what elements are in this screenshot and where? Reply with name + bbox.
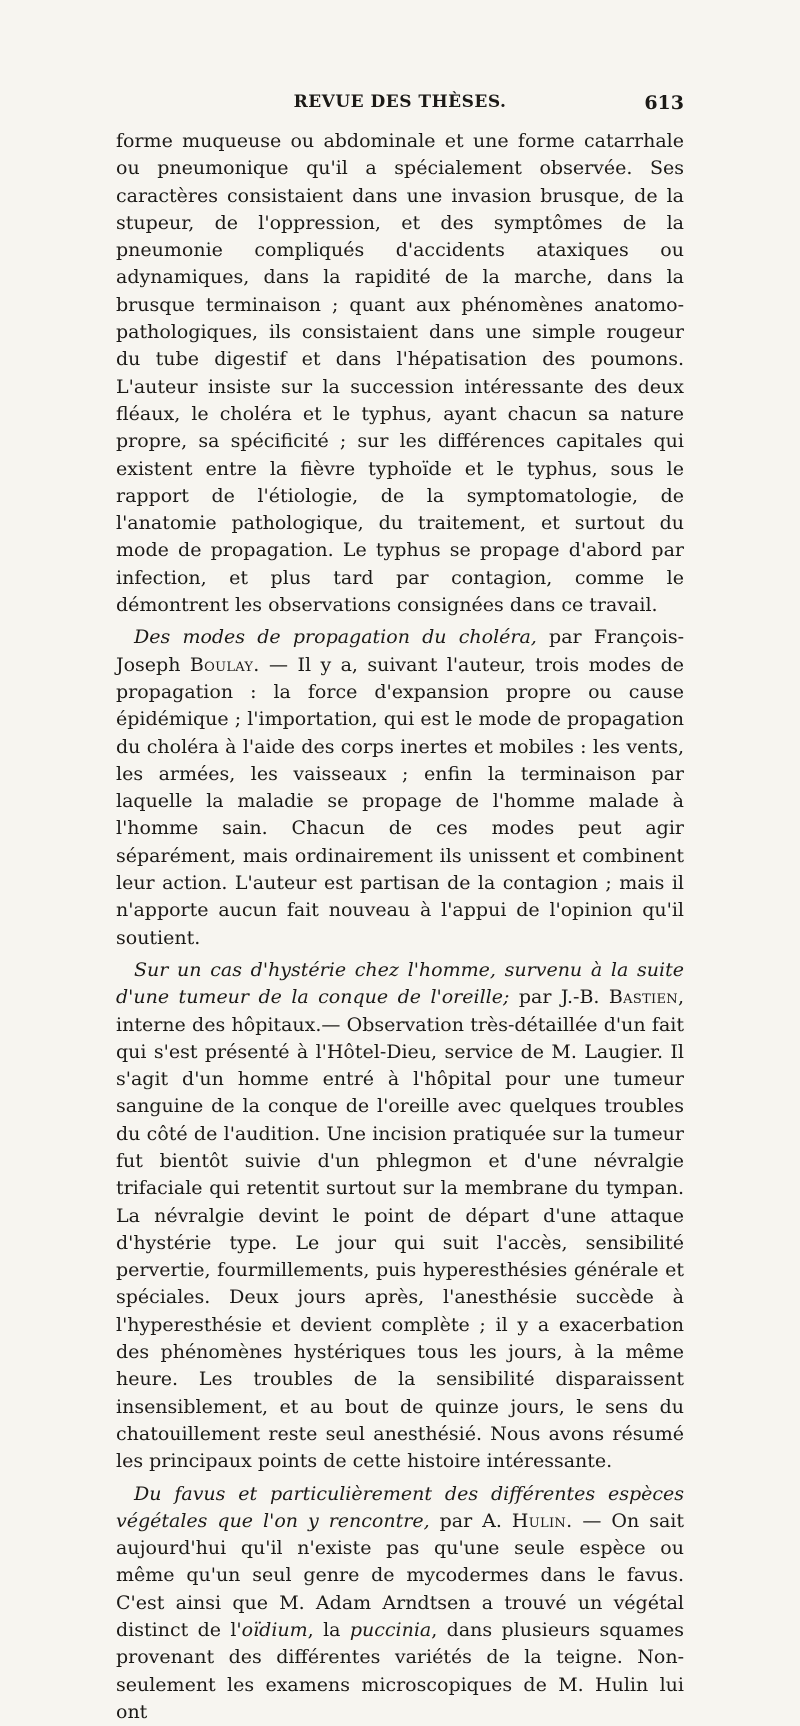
paragraph-favus bbox=[116, 1481, 684, 1726]
author-name: Boulay. bbox=[189, 653, 260, 676]
thesis-title: Des modes de propagation du choléra, bbox=[134, 626, 537, 649]
author-prefix: par François-Joseph bbox=[116, 626, 684, 676]
page-number: 613 bbox=[644, 92, 684, 114]
thesis-title: Sur un cas d'hystérie chez l'homme, survenu à la suite d'une tumeur de la conque de l'oreille; bbox=[116, 958, 684, 1009]
author-prefix: par A. bbox=[429, 1509, 512, 1532]
author-prefix: par J.-B. bbox=[509, 986, 609, 1009]
term-puccinia: puccinia bbox=[349, 1619, 432, 1642]
paragraph-text: — On sait aujourd'hui qu'il n'existe pas qu'une seule espèce ou même qu'un seul genre de mycodermes dans le favus. C'est ainsi que M. Adam Arndtsen a trouvé un végétal distinct de l' bbox=[116, 1509, 685, 1642]
thesis-title: Du favus et particulièrement des différentes espèces végétales que l'on y rencontre, bbox=[116, 1482, 684, 1532]
paragraph-text: , interne des hôpitaux.— Observation très-détaillée d'un fait qui s'est présenté à l'Hôtel-Dieu, service de M. Laugier. Il s'agit d'un homme entré à l'hôpital pour une tumeur sanguine de la conque de l'oreille avec quelques troubles du côté de l'audition. Une incision pratiquée sur la tumeur fut bientôt suivie d'un phlegmon et d'une névralgie trifaciale qui retentit surtout sur la membrane du tympan. La névralgie devint le point de départ d'une attaque d'hystérie type. Le jour qui suit l'accès, sensibilité pervertie, fourmillements, puis hyperesthésies générale et spéciales. Deux jours après, l'anesthésie succède à l'hyperesthésie et devient complète ; il y a exacerbation des phénomènes hystériques tous les jours, à la même heure. Les troubles de la sensibilité disparaissent insensiblement, et au bout de quinze jours, le sens du chatouillement reste seul anesthésié. Nous avons résumé les principaux points de cette histoire intéressante. bbox=[116, 986, 684, 1473]
paragraph-text: , la bbox=[307, 1619, 350, 1642]
paragraph-text: , dans plusieurs squames provenant des différentes variétés de la teigne. Non-seulement les examens microscopiques de M. Hulin lui ont bbox=[116, 1619, 684, 1723]
running-title: REVUE DES THÈSES. bbox=[293, 92, 507, 112]
author-name: Bastien bbox=[608, 986, 678, 1009]
paragraph-hysteria bbox=[116, 957, 684, 1476]
running-header bbox=[116, 92, 684, 116]
paragraph-typhus: forme muqueuse ou abdominale et une forme catarrhale ou pneumonique qu'il a spécialement observée. Ses caractères consistaient dans une invasion brusque, de la stupeur, de l'oppression, et des symptômes de la pneumonie compliqués d'accidents ataxiques ou adynamiques, dans la rapidité de la marche, dans la brusque terminaison ; quant aux phénomènes anatomo-pathologiques, ils consistaient dans une simple rougeur du tube digestif et dans l'hépatisation des poumons. L'auteur insiste sur la succession intéressante des deux fléaux, le choléra et le typhus, ayant chacun sa nature propre, sa spécificité ; sur les différences capitales qui existent entre la fièvre typhoïde et le typhus, sous le rapport de l'étiologie, de la symptomatologie, de l'anatomie pathologique, du traitement, et surtout du mode de propagation. Le typhus se propage d'abord par infection, et plus tard par contagion, comme le démontrent les observations consignées dans ce travail. bbox=[116, 130, 684, 617]
term-oidium: oïdium bbox=[241, 1619, 308, 1642]
text-body bbox=[116, 128, 684, 1726]
author-name: Hulin. bbox=[511, 1509, 573, 1532]
paragraph-cholera-propagation bbox=[116, 624, 684, 952]
paragraph-text: — Il y a, suivant l'auteur, trois modes de propagation : la force d'expansion propre ou cause épidémique ; l'importation, qui est le mode de propagation du choléra à l'aide des corps inertes et mobiles : les vents, les armées, les vaisseaux ; enfin la terminaison par laquelle la maladie se propage de l'homme malade à l'homme sain. Chacun de ces modes peut agir séparément, mais ordinairement ils unissent et combinent leur action. L'auteur est partisan de la contagion ; mais il n'apporte aucun fait nouveau à l'appui de l'opinion qu'il soutient. bbox=[116, 653, 684, 949]
